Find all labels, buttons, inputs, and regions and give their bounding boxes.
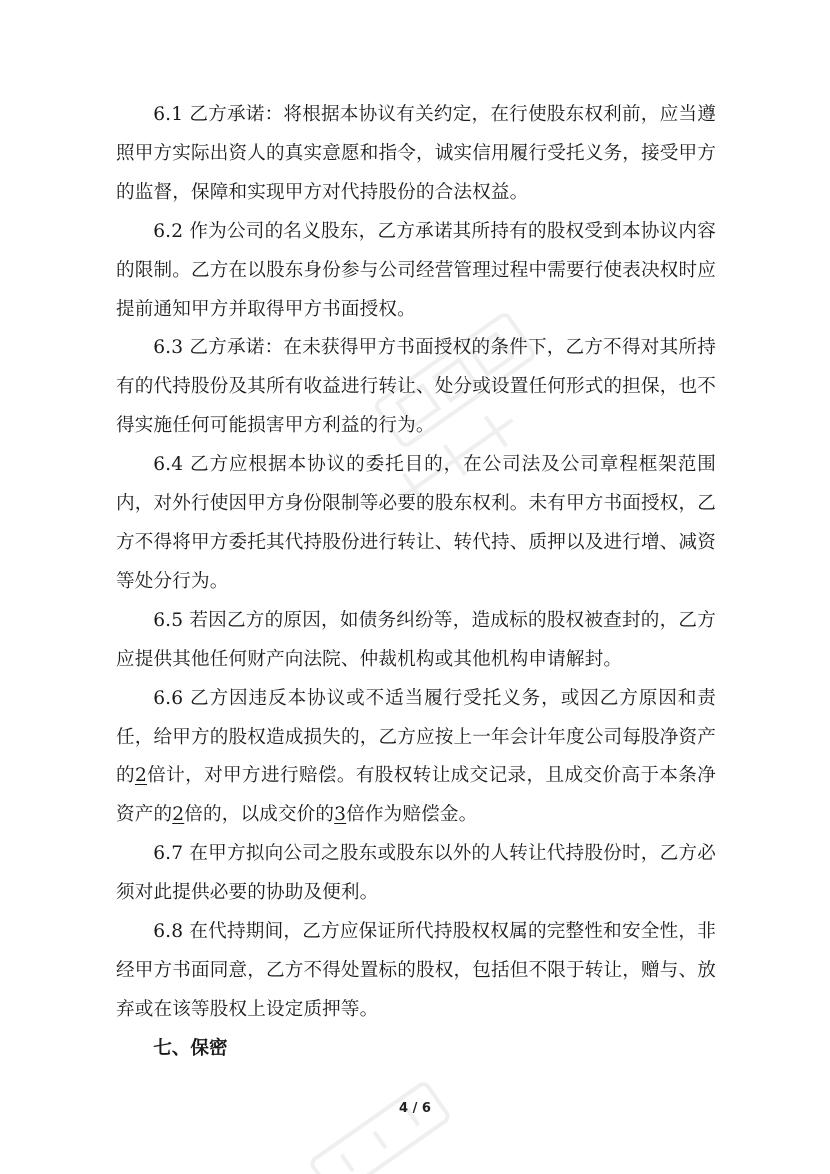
underlined-multiplier: 2 [172, 804, 185, 826]
underlined-multiplier: 3 [334, 804, 347, 826]
clause-6-5: 6.5 若因乙方的原因，如债务纠纷等，造成标的股权被查封的，乙方应提供其他任何财产向法院、仲裁机构或其他机构申请解封。 [116, 609, 716, 670]
clause-6-6: 6.6 乙方因违反本协议或不适当履行受托义务，或因乙方原因和责任，给甲方的股权造成损失的，乙方应按上一年会计年度公司每股净资产的2倍计，对甲方进行赔偿。有股权转让成交记录，且成交价高于本条净资产的2倍的，以成交价的3倍作为赔偿金。 [116, 687, 716, 826]
section-heading-confidentiality: 七、保密 [153, 1037, 228, 1059]
clause-6-4: 6.4 乙方应根据本协议的委托目的，在公司法及公司章程框架范围内，对外行使因甲方身份限制等必要的股东权利。未有甲方书面授权，乙方不得将甲方委托其代持股份进行转让、转代持、质押以及进行增、减资等处分行为。 [116, 454, 716, 592]
clause-6-7: 6.7 在甲方拟向公司之股东或股东以外的人转让代持股份时，乙方必须对此提供必要的协助及便利。 [116, 843, 716, 904]
page-number: 4 / 6 [399, 1101, 431, 1116]
underlined-multiplier: 2 [134, 765, 147, 787]
clause-6-8: 6.8 在代持期间，乙方应保证所代持股权权属的完整性和安全性，非经甲方书面同意，乙方不得处置标的股权，包括但不限于转让，赠与、放弃或在该等股权上设定质押等。 [116, 921, 716, 1020]
clause-6-2: 6.2 作为公司的名义股东，乙方承诺其所持有的股权受到本协议内容的限制。乙方在以股东身份参与公司经营管理过程中需要行使表决权时应提前通知甲方并取得甲方书面授权。 [116, 220, 716, 320]
document-body [116, 96, 716, 1069]
clause-6-3: 6.3 乙方承诺：在未获得甲方书面授权的条件下，乙方不得对其所持有的代持股份及其所有收益进行转让、处分或设置任何形式的担保，也不得实施任何可能损害甲方利益的行为。 [116, 337, 716, 437]
clause-6-1: 6.1 乙方承诺：将根据本协议有关约定，在行使股东权利前，应当遵照甲方实际出资人的真实意愿和指令，诚实信用履行受托义务，接受甲方的监督，保障和实现甲方对代持股份的合法权益。 [116, 104, 716, 203]
